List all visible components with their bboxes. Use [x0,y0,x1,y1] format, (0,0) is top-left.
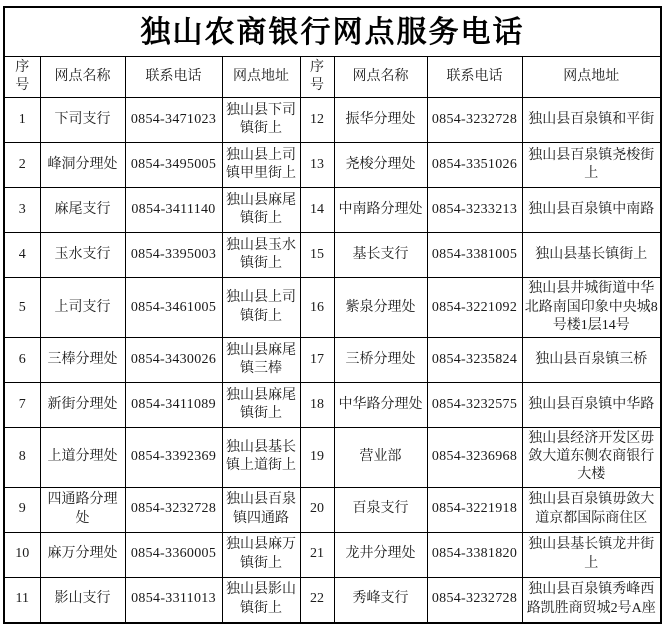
header-phone-left: 联系电话 [125,57,222,98]
branch-name-cell: 峰洞分理处 [40,143,125,188]
phone-cell: 0854-3360005 [125,532,222,577]
branch-name-cell: 下司支行 [40,98,125,143]
branch-name-cell: 秀峰支行 [334,577,427,623]
row-no-cell: 1 [4,98,40,143]
phone-cell: 0854-3221918 [427,487,522,532]
row-no-cell: 8 [4,427,40,487]
branch-name-cell: 上道分理处 [40,427,125,487]
row-no-cell: 14 [300,188,334,233]
branch-name-cell: 振华分理处 [334,98,427,143]
address-cell: 独山县麻尾镇街上 [222,382,300,427]
table-row [4,577,661,623]
branch-name-cell: 影山支行 [40,577,125,623]
phone-cell: 0854-3381005 [427,233,522,278]
branch-name-cell: 中华路分理处 [334,382,427,427]
phone-cell: 0854-3471023 [125,98,222,143]
phone-cell: 0854-3495005 [125,143,222,188]
branch-name-cell: 百泉支行 [334,487,427,532]
row-no-cell: 16 [300,278,334,338]
address-cell: 独山县麻尾镇街上 [222,188,300,233]
row-no-cell: 5 [4,278,40,338]
address-cell: 独山县百泉镇毋敛大道京都国际商住区 [522,487,661,532]
phone-cell: 0854-3235824 [427,337,522,382]
address-cell: 独山县基长镇上道街上 [222,427,300,487]
phone-cell: 0854-3381820 [427,532,522,577]
address-cell: 独山县经济开发区毋敛大道东侧农商银行大楼 [522,427,661,487]
row-no-cell: 19 [300,427,334,487]
table-title: 独山农商银行网点服务电话 [4,7,661,57]
row-no-cell: 18 [300,382,334,427]
address-cell: 独山县百泉镇中南路 [522,188,661,233]
branch-name-cell: 营业部 [334,427,427,487]
table-row [4,427,661,487]
address-cell: 独山县玉水镇街上 [222,233,300,278]
address-cell: 独山县基长镇街上 [522,233,661,278]
header-phone-right: 联系电话 [427,57,522,98]
row-no-cell: 21 [300,532,334,577]
table-row [4,278,661,338]
phone-cell: 0854-3461005 [125,278,222,338]
address-cell: 独山县百泉镇和平街 [522,98,661,143]
branch-name-cell: 上司支行 [40,278,125,338]
address-cell: 独山县上司镇甲里街上 [222,143,300,188]
header-no-left: 序号 [4,57,40,98]
table-row [4,382,661,427]
address-cell: 独山县影山镇街上 [222,577,300,623]
row-no-cell: 4 [4,233,40,278]
address-cell: 独山县麻万镇街上 [222,532,300,577]
row-no-cell: 15 [300,233,334,278]
address-cell: 独山县井城街道中华北路南国印象中央城8号楼1层14号 [522,278,661,338]
branch-name-cell: 麻万分理处 [40,532,125,577]
address-cell: 独山县百泉镇三桥 [522,337,661,382]
address-cell: 独山县百泉镇中华路 [522,382,661,427]
phone-cell: 0854-3221092 [427,278,522,338]
phone-cell: 0854-3411140 [125,188,222,233]
header-address-right: 网点地址 [522,57,661,98]
branch-name-cell: 基长支行 [334,233,427,278]
phone-cell: 0854-3233213 [427,188,522,233]
phone-cell: 0854-3232728 [427,98,522,143]
branch-name-cell: 紫泉分理处 [334,278,427,338]
address-cell: 独山县基长镇龙井街上 [522,532,661,577]
row-no-cell: 7 [4,382,40,427]
row-no-cell: 13 [300,143,334,188]
row-no-cell: 22 [300,577,334,623]
table-row [4,98,661,143]
branch-name-cell: 龙井分理处 [334,532,427,577]
header-branch-name-left: 网点名称 [40,57,125,98]
header-row [4,57,661,98]
address-cell: 独山县上司镇街上 [222,278,300,338]
row-no-cell: 20 [300,487,334,532]
branch-name-cell: 新街分理处 [40,382,125,427]
table-row [4,487,661,532]
row-no-cell: 3 [4,188,40,233]
table-row [4,188,661,233]
header-address-left: 网点地址 [222,57,300,98]
phone-cell: 0854-3430026 [125,337,222,382]
branch-name-cell: 麻尾支行 [40,188,125,233]
header-branch-name-right: 网点名称 [334,57,427,98]
phone-cell: 0854-3232728 [125,487,222,532]
branch-phone-table [3,6,662,624]
address-cell: 独山县下司镇街上 [222,98,300,143]
phone-cell: 0854-3395003 [125,233,222,278]
header-no-right: 序号 [300,57,334,98]
branch-name-cell: 三棒分理处 [40,337,125,382]
row-no-cell: 6 [4,337,40,382]
table-row [4,532,661,577]
branch-name-cell: 四通路分理处 [40,487,125,532]
address-cell: 独山县百泉镇四通路 [222,487,300,532]
row-no-cell: 10 [4,532,40,577]
branch-name-cell: 尧梭分理处 [334,143,427,188]
table-body [4,98,661,623]
address-cell: 独山县百泉镇尧梭街上 [522,143,661,188]
row-no-cell: 2 [4,143,40,188]
row-no-cell: 11 [4,577,40,623]
branch-name-cell: 中南路分理处 [334,188,427,233]
branch-name-cell: 玉水支行 [40,233,125,278]
row-no-cell: 17 [300,337,334,382]
phone-cell: 0854-3236968 [427,427,522,487]
row-no-cell: 9 [4,487,40,532]
phone-cell: 0854-3411089 [125,382,222,427]
address-cell: 独山县麻尾镇三棒 [222,337,300,382]
phone-cell: 0854-3232575 [427,382,522,427]
title-row [4,7,661,57]
address-cell: 独山县百泉镇秀峰西路凯胜商贸城2号A座 [522,577,661,623]
phone-cell: 0854-3392369 [125,427,222,487]
branch-name-cell: 三桥分理处 [334,337,427,382]
row-no-cell: 12 [300,98,334,143]
phone-cell: 0854-3351026 [427,143,522,188]
table-row [4,337,661,382]
phone-cell: 0854-3311013 [125,577,222,623]
phone-cell: 0854-3232728 [427,577,522,623]
table-row [4,143,661,188]
table-row [4,233,661,278]
